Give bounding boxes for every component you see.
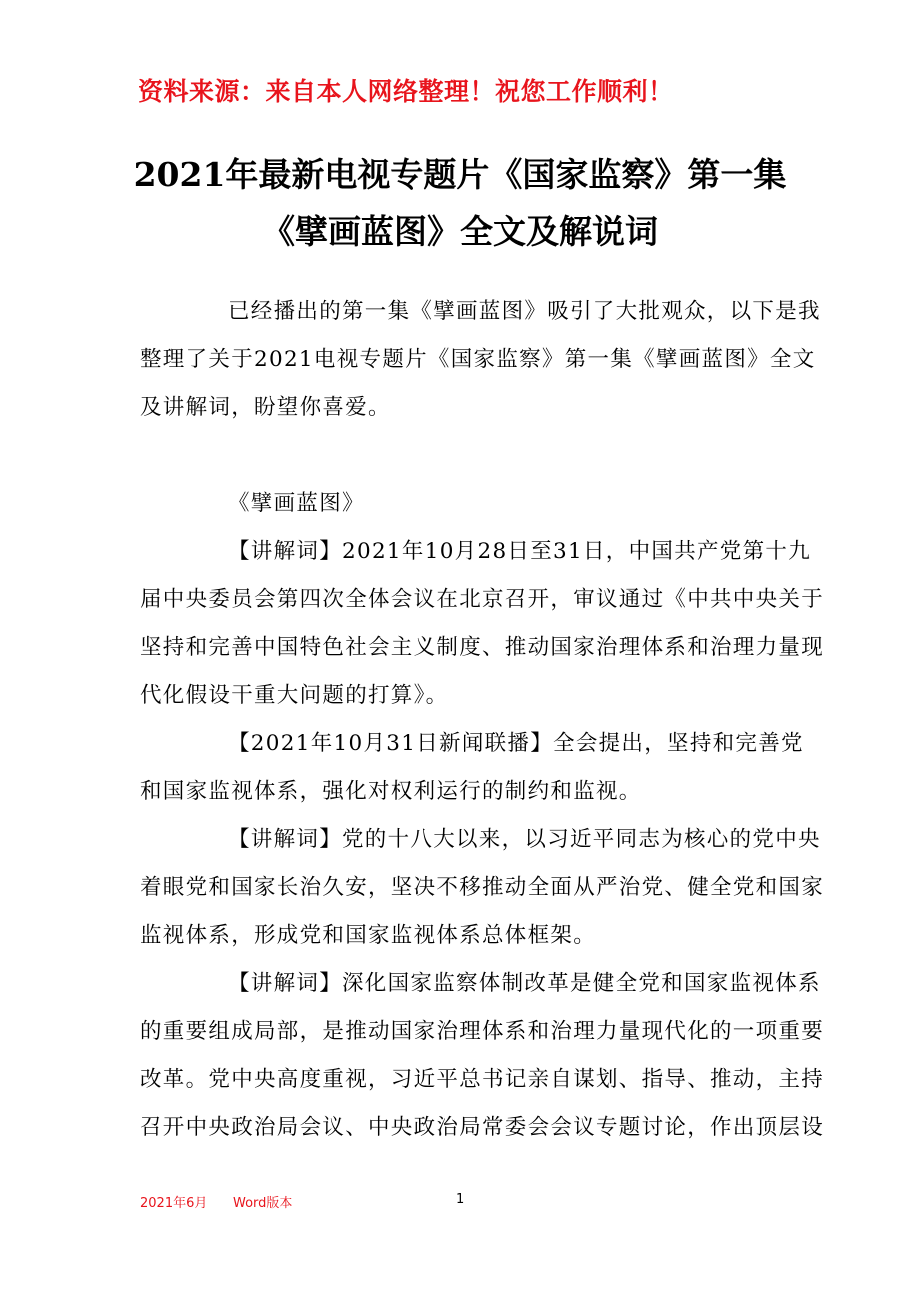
paragraph-5 xyxy=(140,816,825,960)
footer-date: 2021年6月 xyxy=(140,1196,208,1211)
document-title xyxy=(0,146,920,260)
text-line: 召开中央政治局会议、中央政治局常委会会议专题讨论，作出顶层设 xyxy=(140,1115,825,1140)
paragraph-3 xyxy=(140,528,825,720)
text-line: 改革。党中央高度重视，习近平总书记亲自谋划、指导、推动，主持 xyxy=(140,1067,825,1092)
text-line: 坚持和完善中国特色社会主义制度、推动国家治理体系和治理力量现 xyxy=(140,635,825,660)
text-line: 监视体系，形成党和国家监视体系总体框架。 xyxy=(140,923,597,948)
text-line: 《擘画蓝图》 xyxy=(228,491,365,516)
text-line: 【讲解词】2021年10月28日至31日，中国共产党第十九 xyxy=(228,539,811,564)
title-line-1: 2021年最新电视专题片《国家监察》第一集 xyxy=(133,155,787,194)
text-line: 整理了关于2021电视专题片《国家监察》第一集《擘画蓝图》全文 xyxy=(140,347,816,372)
text-line: 【讲解词】党的十八大以来，以习近平同志为核心的党中央 xyxy=(228,827,821,852)
paragraph-4 xyxy=(140,720,804,816)
text-line: 【讲解词】深化国家监察体制改革是健全党和国家监视体系 xyxy=(228,971,821,996)
paragraph-intro xyxy=(140,288,821,432)
text-line: 和国家监视体系，强化对权利运行的制约和监视。 xyxy=(140,779,642,804)
footer-version: Word版本 xyxy=(233,1196,293,1211)
page-number: 1 xyxy=(456,1192,465,1207)
text-line: 代化假设干重大问题的打算》。 xyxy=(140,683,449,708)
text-line: 及讲解词，盼望你喜爱。 xyxy=(140,395,391,420)
text-line: 届中央委员会第四次全体会议在北京召开，审议通过《中共中央关于 xyxy=(140,587,825,612)
title-line-2: 《擘画蓝图》全文及解说词 xyxy=(262,212,658,251)
document-body xyxy=(140,288,825,1152)
text-line: 着眼党和国家长治久安，坚决不移推动全面从严治党、健全党和国家 xyxy=(140,875,825,900)
paragraph-subheading xyxy=(140,480,800,528)
paragraph-6 xyxy=(140,960,825,1152)
source-banner: 资料来源：来自本人网络整理！祝您工作顺利！ xyxy=(138,77,674,106)
text-line: 的重要组成局部，是推动国家治理体系和治理力量现代化的一项重要 xyxy=(140,1019,825,1044)
text-line: 已经播出的第一集《擘画蓝图》吸引了大批观众，以下是我 xyxy=(228,299,821,324)
text-line: 【2021年10月31日新闻联播】全会提出，坚持和完善党 xyxy=(228,731,804,756)
blank-line xyxy=(140,432,800,480)
